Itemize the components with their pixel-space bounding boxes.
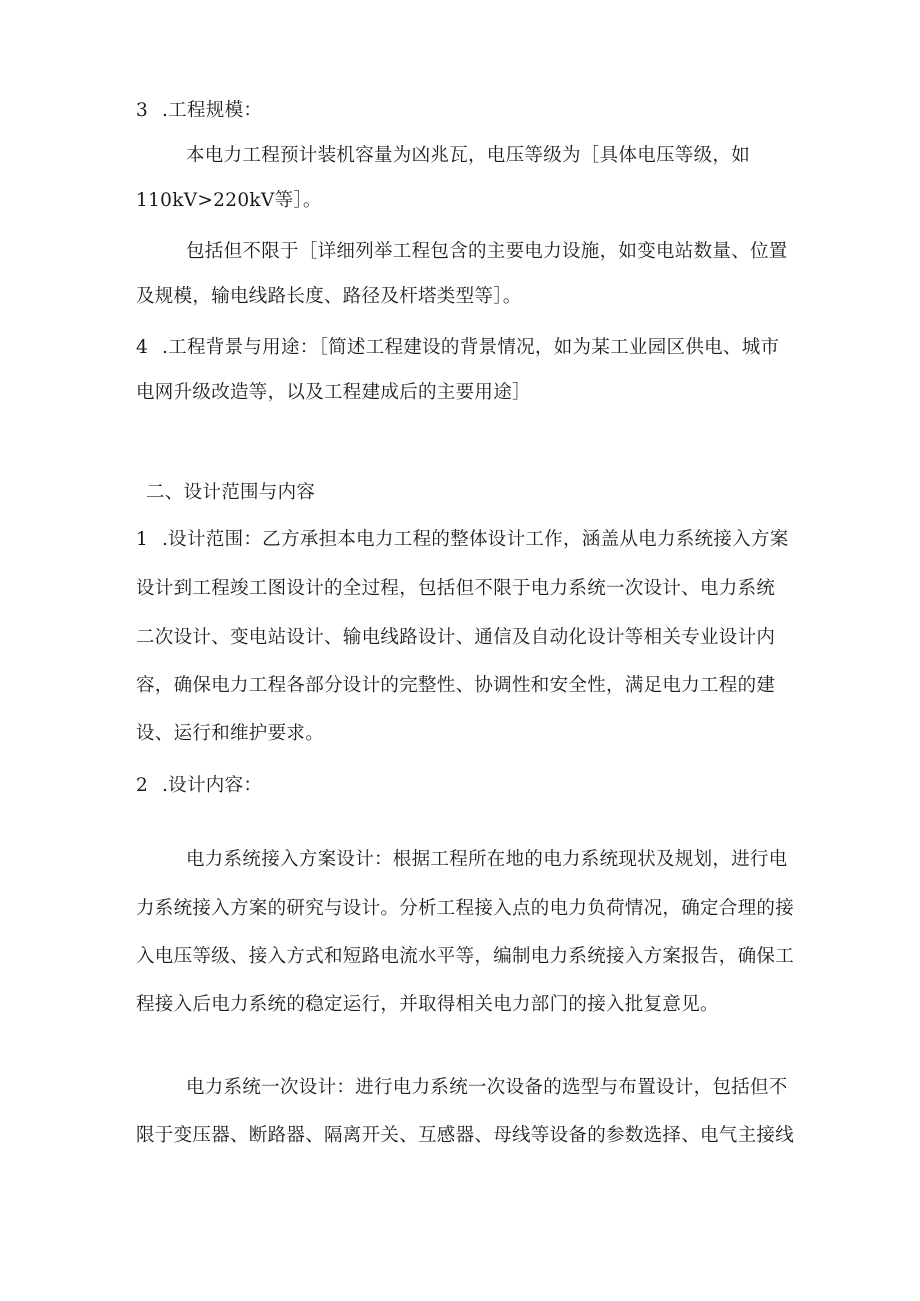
access-para-line4: 程接入后电力系统的稳定运行，并取得相关电力部门的接入批复意见。 <box>136 994 719 1015</box>
section2-heading: 二、设计范围与内容 <box>146 482 316 503</box>
item3-para2-line2: 及规模，输电线路长度、路径及杆塔类型等］。 <box>136 286 522 307</box>
item2-number: 2 <box>136 775 149 796</box>
access-para-line2: 力系统接入方案的研究与设计。分析工程接入点的电力负荷情况，确定合理的接 <box>136 898 795 919</box>
access-para-line1: 电力系统接入方案设计：根据工程所在地的电力系统现状及规划，进行电 <box>186 849 788 870</box>
item1-number: 1 <box>136 529 149 550</box>
item1-line5: 设、运行和维护要求。 <box>136 723 325 744</box>
item3-para1-line1: 本电力工程预计装机容量为凶兆瓦，电压等级为［具体电压等级，如 <box>186 145 751 166</box>
item1-line1-text: .设计范围：乙方承担本电力工程的整体设计工作，涵盖从电力系统接入方案 <box>162 529 789 550</box>
item4-line2: 电网升级改造等，以及工程建成后的主要用途］ <box>136 382 531 403</box>
primary-para-line2: 限于变压器、断路器、隔离开关、互感器、母线等设备的参数选择、电气主接线 <box>136 1125 795 1146</box>
item4-line1-text: .工程背景与用途：［简述工程建设的背景情况，如为某工业园区供电、城市 <box>162 337 780 358</box>
item3-para1-line2: 110kV>220kV等］。 <box>136 190 322 211</box>
item3-heading <box>136 99 836 123</box>
item3-heading-text: .工程规模： <box>162 100 263 121</box>
item4-line1 <box>136 336 856 360</box>
item2-heading <box>136 774 736 798</box>
access-para-line3: 入电压等级、接入方式和短路电流水平等，编制电力系统接入方案报告，确保工 <box>136 946 795 967</box>
item1-line1 <box>136 528 856 552</box>
item3-number: 3 <box>136 100 149 121</box>
primary-para-line1: 电力系统一次设计：进行电力系统一次设备的选型与布置设计，包括但不 <box>186 1077 788 1098</box>
item4-number: 4 <box>136 337 149 358</box>
item1-line3: 二次设计、变电站设计、输电线路设计、通信及自动化设计等相关专业设计内 <box>136 627 776 648</box>
item1-line4: 容，确保电力工程各部分设计的完整性、协调性和安全性，满足电力工程的建 <box>136 675 776 696</box>
item2-heading-text: .设计内容： <box>162 775 263 796</box>
item1-line2: 设计到工程竣工图设计的全过程，包括但不限于电力系统一次设计、电力系统 <box>136 578 776 599</box>
item3-para2-line1: 包括但不限于［详细列举工程包含的主要电力设施，如变电站数量、位置 <box>186 241 788 262</box>
